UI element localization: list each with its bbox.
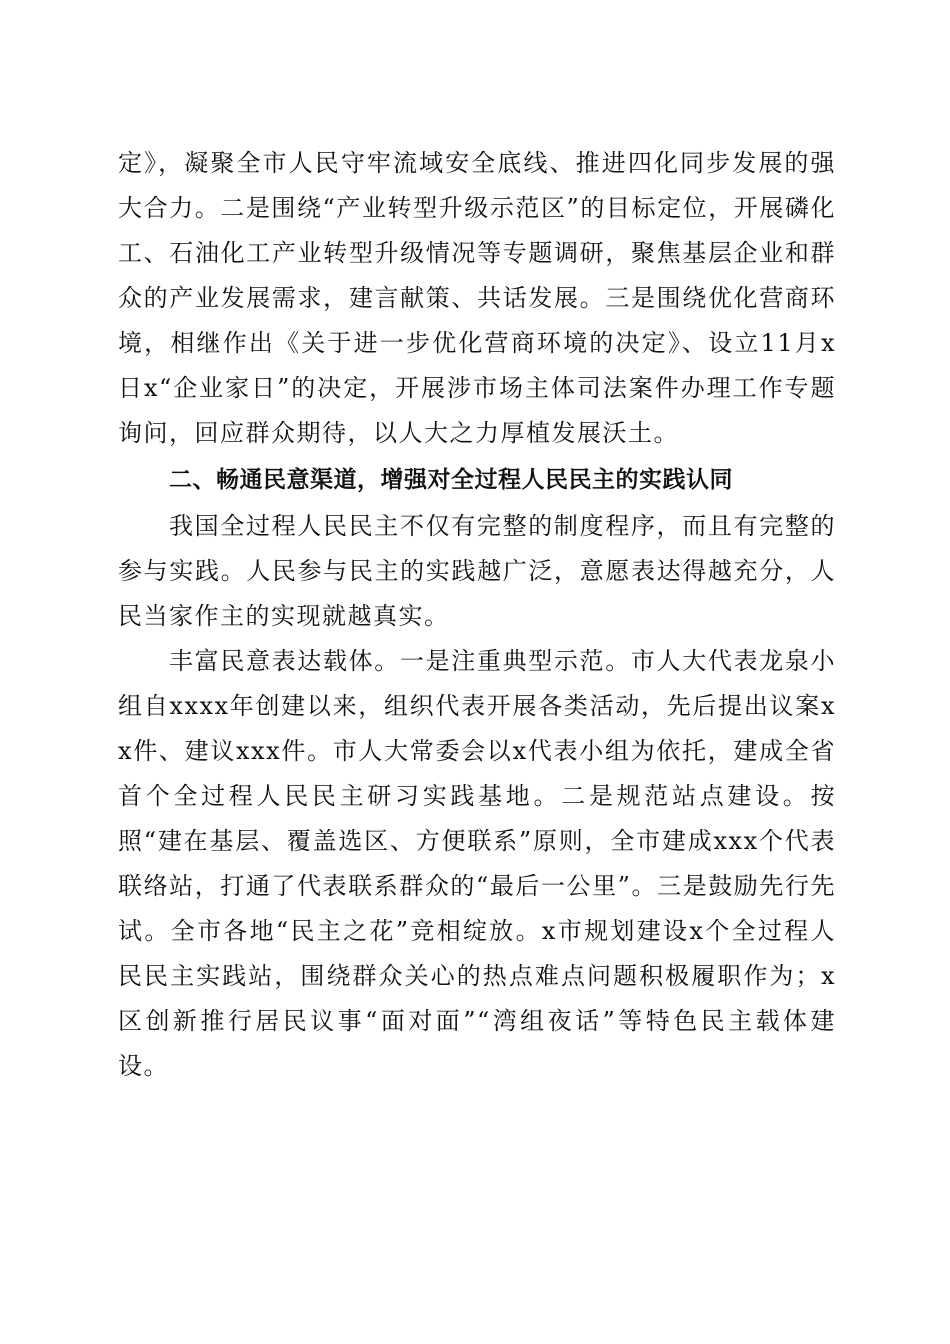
section-heading: 二、畅通民意渠道，增强对全过程人民民主的实践认同 xyxy=(169,467,733,493)
paragraph-continuation: 定》，凝聚全市人民守牢流域安全底线、推进四化同步发展的强大合力。二是围绕“产业转型升级示范区”的目标定位，开展磷化工、石油化工产业转型升级情况等专题调研，聚焦基层企业和群众的产业发展需求，建言献策、共话发展。三是围绕优化营商环境，相继作出《关于进一步优化营商环境的决定》、设立11月x日x“企业家日”的决定，开展涉市场主体司法案件办理工作专题询问，回应群众期待，以人大之力厚植发展沃土。 xyxy=(118,149,836,447)
paragraph-intro: 我国全过程人民民主不仅有完整的制度程序，而且有完整的参与实践。人民参与民主的实践越广泛，意愿表达得越充分，人民当家作主的实现就越真实。 xyxy=(118,512,836,630)
paragraph-body: 丰富民意表达载体。一是注重典型示范。市人大代表龙泉小组自xxxx年创建以来，组织代表开展各类活动，先后提出议案xx件、建议xxx件。市人大常委会以x代表小组为依托，建成全省首个全过程人民民主研习实践基地。二是规范站点建设。按照“建在基层、覆盖选区、方便联系”原则，全市建成xxx个代表联络站，打通了代表联系群众的“最后一公里”。三是鼓励先行先试。全市各地“民主之花”竞相绽放。x市规划建设x个全过程人民民主实践站，围绕群众关心的热点难点问题积极履职作为；x区创新推行居民议事“面对面”“湾组夜话”等特色民主载体建设。 xyxy=(118,647,836,1080)
document-page xyxy=(118,141,836,1089)
